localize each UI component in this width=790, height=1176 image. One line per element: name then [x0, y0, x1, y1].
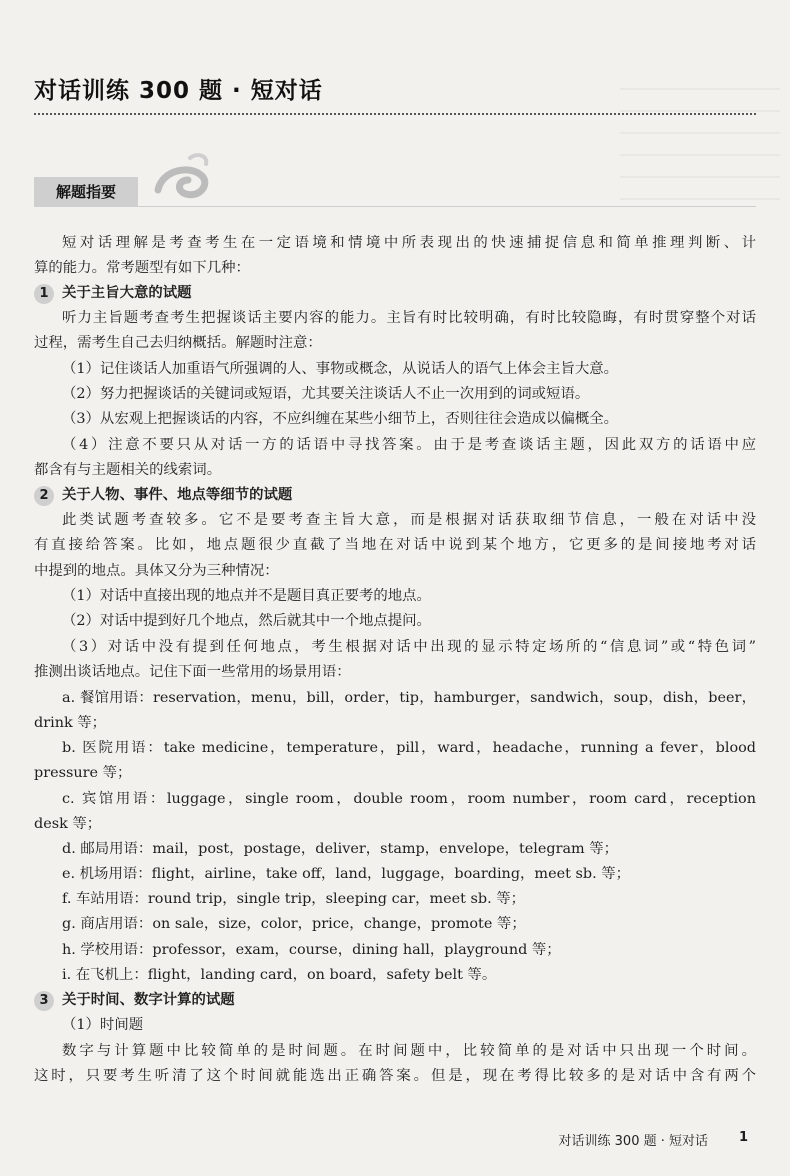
title-divider — [34, 113, 756, 115]
section-heading — [34, 484, 292, 506]
paragraph-line: e. 机场用语：flight，airline，take off，land，luggage，boarding，meet sb. 等； — [62, 866, 630, 882]
section-number: 3 — [34, 991, 54, 1011]
section-title: 关于人物、事件、地点等细节的试题 — [62, 487, 293, 503]
page-number: 1 — [738, 1130, 748, 1145]
paragraph-line: （3）从宏观上把握谈话的内容，不应纠缠在某些小细节上，否则往往会造成以偏概全。 — [62, 411, 619, 427]
brush-swirl-icon — [150, 150, 220, 208]
paragraph-line: drink 等； — [34, 715, 107, 731]
section-title: 关于时间、数字计算的试题 — [62, 992, 235, 1008]
running-footer: 对话训练 300 题 · 短对话 — [558, 1134, 708, 1149]
paragraph-line: （1）对话中直接出现的地点并不是题目真正要考的地点。 — [62, 588, 431, 604]
paragraph-line: （2）对话中提到好几个地点，然后就其中一个地点提问。 — [62, 613, 431, 629]
paragraph-line: h. 学校用语：professor，exam，course，dining hall，playground 等； — [62, 942, 561, 958]
paragraph-line: 都含有与主题相关的线索词。 — [34, 462, 222, 478]
section-heading — [34, 989, 235, 1011]
paragraph-line: d. 邮局用语：mail，post，postage，deliver，stamp，envelope，telegram 等； — [62, 841, 619, 857]
badge-divider — [138, 206, 756, 207]
paragraph-line: （1）记住谈话人加重语气所强调的人、事物或概念，从说话人的语气上体会主旨大意。 — [62, 361, 619, 377]
paragraph-line: （1）时间题 — [62, 1017, 144, 1033]
paragraph-line: 数字与计算题中比较简单的是时间题。在时间题中，比较简单的是对话中只出现一个时间。 — [62, 1043, 756, 1059]
bleed-through-texture — [620, 70, 780, 200]
paragraph-line: a. 餐馆用语：reservation，menu，bill，order，tip，hamburger，sandwich，soup，dish，beer， — [62, 690, 756, 706]
paragraph-line: pressure 等； — [34, 765, 132, 781]
paragraph-line: 算的能力。常考题型有如下几种： — [34, 260, 250, 276]
paragraph-line: desk 等； — [34, 816, 102, 832]
section-number: 2 — [34, 486, 54, 506]
paragraph-line: 这时，只要考生听清了这个时间就能选出正确答案。但是，现在考得比较多的是对话中含有两个 — [34, 1068, 756, 1084]
paragraph-line: 过程，需考生自己去归纳概括。解题时注意： — [34, 335, 322, 351]
paragraph-line: （2）努力把握谈话的关键词或短语，尤其要关注谈话人不止一次用到的词或短语。 — [62, 386, 590, 402]
section-heading — [34, 282, 192, 304]
paragraph-line: 听力主旨题考查考生把握谈话主要内容的能力。主旨有时比较明确，有时比较隐晦，有时贯穿整个对话 — [62, 310, 756, 326]
paragraph-line: （4）注意不要只从对话一方的话语中寻找答案。由于是考查谈话主题，因此双方的话语中应 — [62, 437, 756, 453]
section-number: 1 — [34, 284, 54, 304]
paragraph-line: 推测出谈话地点。记住下面一些常用的场景用语： — [34, 664, 351, 680]
paragraph-line: 有直接给答案。比如，地点题很少直截了当地在对话中说到某个地方，它更多的是间接地考对话 — [34, 537, 756, 553]
paragraph-line: f. 车站用语：round trip，single trip，sleeping car，meet sb. 等； — [62, 891, 526, 907]
page-title: 对话训练 300 题 · 短对话 — [34, 78, 323, 104]
paragraph-line: 中提到的地点。具体又分为三种情况： — [34, 563, 279, 579]
paragraph-line: c. 宾馆用语：luggage，single room，double room，room number，room card，reception — [62, 791, 756, 807]
paragraph-line: g. 商店用语：on sale，size，color，price，change，promote 等； — [62, 916, 526, 932]
paragraph-line: b. 医院用语：take medicine，temperature，pill，ward，headache，running a fever，blood — [62, 740, 756, 756]
paragraph-line: i. 在飞机上：flight，landing card，on board，safety belt 等。 — [62, 967, 497, 983]
paragraph-line: 此类试题考查较多。它不是要考查主旨大意，而是根据对话获取细节信息，一般在对话中没 — [62, 512, 756, 528]
paragraph-line: 短对话理解是考查考生在一定语境和情境中所表现出的快速捕捉信息和简单推理判断、计 — [62, 235, 756, 251]
section-title: 关于主旨大意的试题 — [62, 285, 192, 301]
paragraph-line: （3）对话中没有提到任何地点，考生根据对话中出现的显示特定场所的“信息词”或“特色词” — [62, 639, 756, 655]
section-badge: 解题指要 — [34, 177, 138, 207]
